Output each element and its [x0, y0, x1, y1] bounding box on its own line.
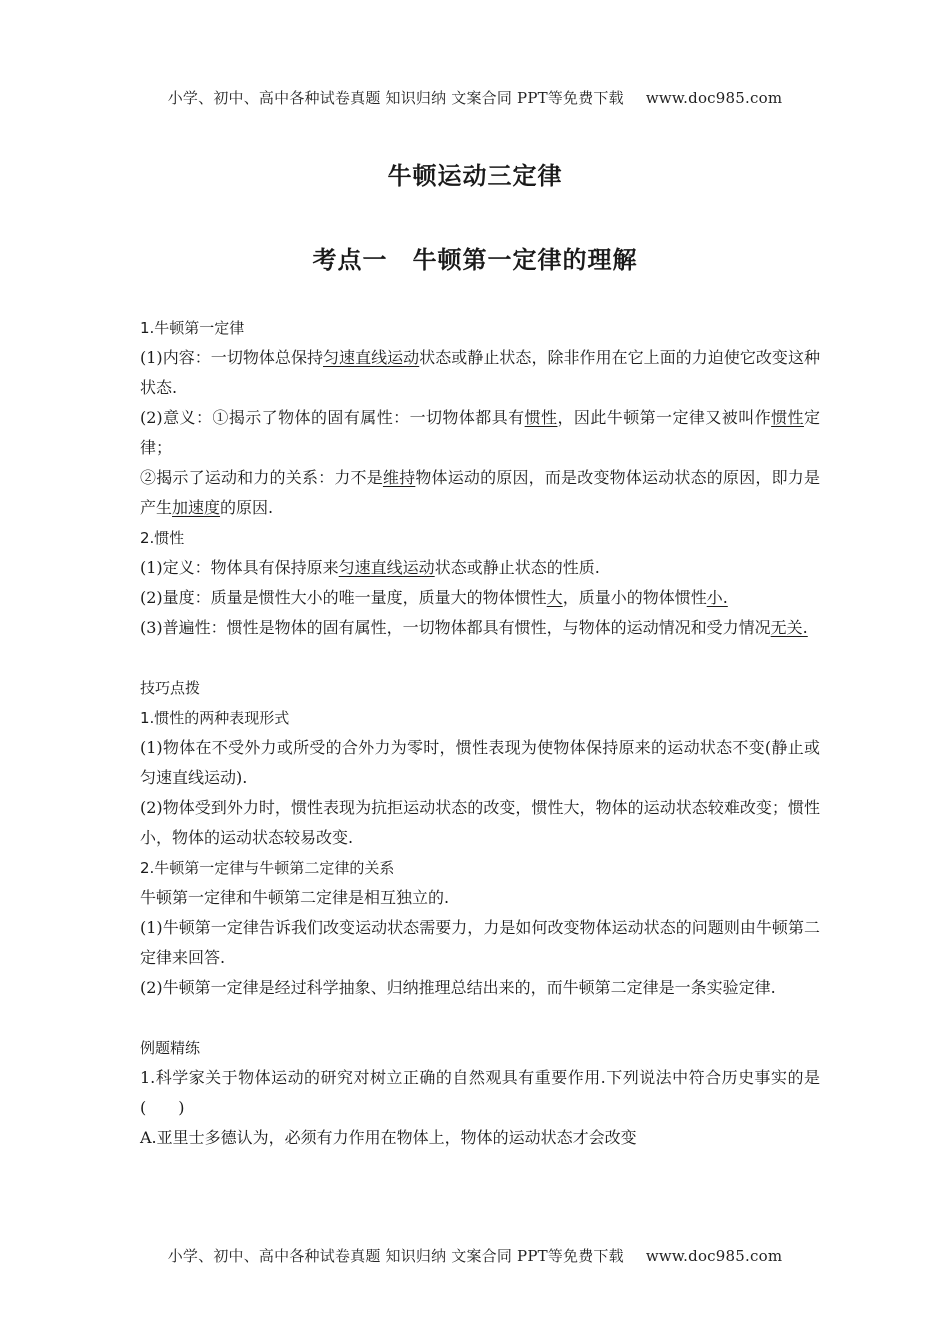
blank-answer: 惯性	[524, 408, 558, 427]
tips-paragraph: (2)物体受到外力时，惯性表现为抗拒运动状态的改变，惯性大，物体的运动状态较难改变；惯性小，物体的运动状态较易改变.	[140, 798, 820, 847]
page-footer	[0, 1245, 950, 1266]
option-a: A.亚里士多德认为，必须有力作用在物体上，物体的运动状态才会改变	[140, 1128, 637, 1147]
question-1: 1.科学家关于物体运动的研究对树立正确的自然观具有重要作用.下列说法中符合历史事实的是( )	[140, 1068, 820, 1117]
blank-answer: 无关.	[770, 618, 808, 637]
section-title: 考点一 牛顿第一定律的理解	[312, 246, 638, 274]
footer-text: 小学、初中、高中各种试卷真题 知识归纳 文案合同 PPT等免费下载	[167, 1247, 624, 1265]
page-header	[0, 87, 950, 108]
document-title: 牛顿运动三定律	[387, 162, 563, 190]
tips-subheading-2: 2.牛顿第一定律与牛顿第二定律的关系	[140, 859, 395, 877]
inertia-measure: (2)量度：质量是惯性大小的唯一量度，质量大的物体惯性大，质量小的物体惯性小.	[140, 588, 728, 607]
header-text: 小学、初中、高中各种试卷真题 知识归纳 文案合同 PPT等免费下载	[167, 89, 624, 107]
inertia-universal: (3)普遍性：惯性是物体的固有属性，一切物体都具有惯性，与物体的运动情况和受力情况无关.	[140, 618, 808, 637]
header-url[interactable]: www.doc985.com	[645, 89, 783, 107]
law1-meaning-1: (2)意义：①揭示了物体的固有属性：一切物体都具有惯性，因此牛顿第一定律又被叫作惯性定律；	[140, 408, 820, 457]
blank-answer: 惯性	[771, 408, 804, 427]
law1-meaning-2: ②揭示了运动和力的关系：力不是维持物体运动的原因，而是改变物体运动状态的原因，即力是产生加速度的原因.	[140, 468, 820, 517]
inertia-heading: 2.惯性	[140, 529, 185, 547]
tips-paragraph: (1)牛顿第一定律告诉我们改变运动状态需要力，力是如何改变物体运动状态的问题则由牛顿第二定律来回答.	[140, 918, 820, 967]
tips-paragraph: (1)物体在不受外力或所受的合外力为零时，惯性表现为使物体保持原来的运动状态不变(静止或匀速直线运动).	[140, 738, 820, 787]
footer-url[interactable]: www.doc985.com	[645, 1247, 783, 1265]
document-body	[140, 313, 820, 1153]
examples-heading: 例题精练	[140, 1039, 201, 1057]
tips-subheading-1: 1.惯性的两种表现形式	[140, 709, 290, 727]
tips-paragraph: 牛顿第一定律和牛顿第二定律是相互独立的.	[140, 888, 450, 907]
law1-content: (1)内容：一切物体总保持匀速直线运动状态或静止状态，除非作用在它上面的力迫使它改变这种状态.	[140, 348, 820, 397]
law1-heading: 1.牛顿第一定律	[140, 319, 245, 337]
inertia-definition: (1)定义：物体具有保持原来匀速直线运动状态或静止状态的性质.	[140, 558, 600, 577]
blank-answer: 小.	[706, 588, 728, 607]
tips-paragraph: (2)牛顿第一定律是经过科学抽象、归纳推理总结出来的，而牛顿第二定律是一条实验定律.	[140, 978, 776, 997]
blank-answer: 加速度	[172, 498, 221, 517]
blank-answer: 匀速直线运动	[338, 558, 435, 577]
tips-heading: 技巧点拨	[140, 679, 201, 697]
blank-answer: 维持	[382, 468, 416, 487]
blank-answer: 匀速直线运动	[323, 348, 420, 367]
blank-answer: 大	[546, 588, 563, 607]
